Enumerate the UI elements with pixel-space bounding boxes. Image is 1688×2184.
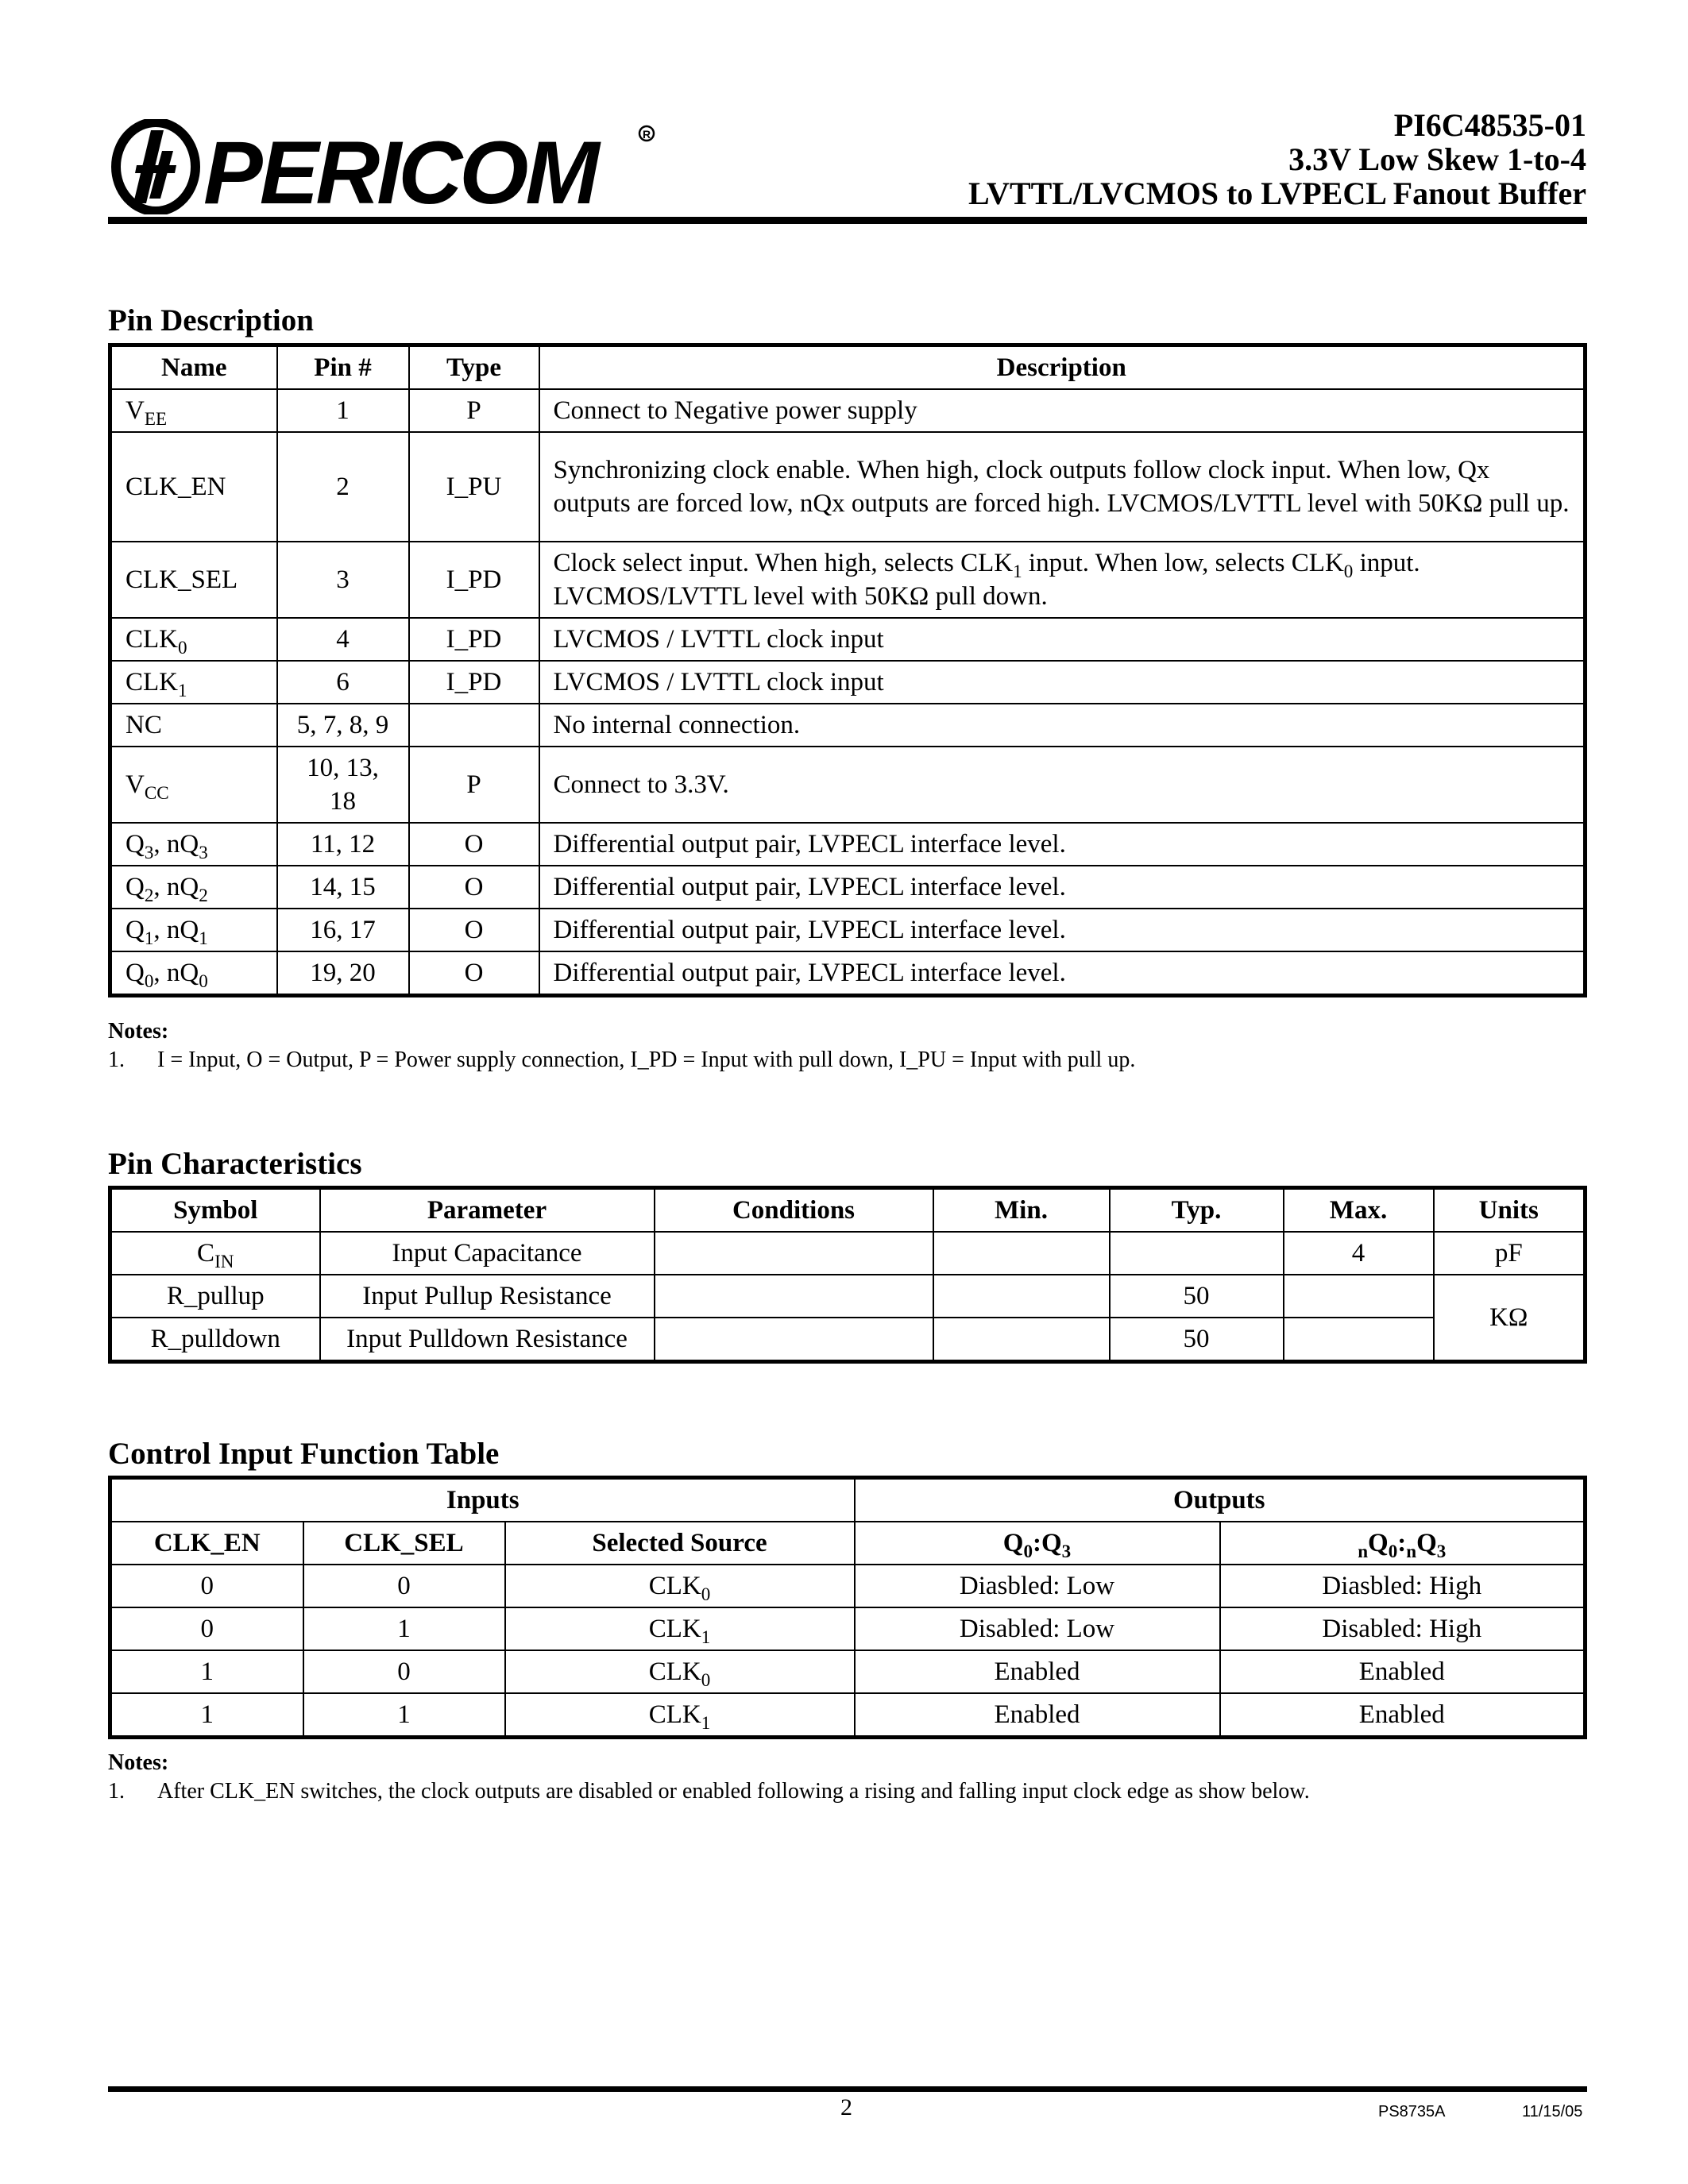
header-rule (108, 217, 1587, 224)
pin-name: $Q_1$, $nQ_1$ (110, 909, 277, 951)
pin-description-notes (108, 1017, 1135, 1075)
header-units: Units (1434, 1188, 1586, 1233)
note-text: After CLK_EN switches, the clock outputs are disabled or enabled following a rising and falling input clock edge as show below. (157, 1779, 1310, 1804)
header-parameter: Parameter (320, 1188, 655, 1233)
header-nq-outputs: $_nQ_0:_nQ_3$ (1220, 1522, 1586, 1565)
pin-number: 5, 7, 8, 9 (277, 704, 409, 747)
table-row (110, 542, 1586, 618)
pericom-logo (110, 119, 658, 214)
min-cell (933, 1318, 1110, 1362)
pin-desc: LVCMOS / LVTTL clock input (539, 618, 1586, 661)
parameter-cell: Input Pullup Resistance (320, 1275, 655, 1318)
pin-desc: Differential output pair, LVPECL interface level. (539, 951, 1586, 996)
nq-output-cell: Diasbled: High (1220, 1565, 1586, 1607)
page-number: 2 (840, 2094, 852, 2120)
note-number: 1. (108, 1048, 125, 1072)
table-row (110, 432, 1586, 542)
pin-type: I_PD (409, 542, 539, 618)
table-row (110, 1693, 1586, 1738)
outputs-group-header: Outputs (855, 1478, 1586, 1522)
q-output-cell: Disabled: Low (855, 1607, 1220, 1650)
note-item (108, 1046, 1135, 1075)
header-clk-en: CLK_EN (110, 1522, 303, 1565)
pin-desc: No internal connection. (539, 704, 1586, 747)
document-title-block (968, 108, 1586, 210)
nq-output-cell: Disabled: High (1220, 1607, 1586, 1650)
header-typ: Typ. (1110, 1188, 1284, 1233)
clk-sel-cell: 1 (303, 1693, 505, 1738)
table-row (110, 661, 1586, 704)
pin-number: 19, 20 (277, 951, 409, 996)
pin-desc: Connect to Negative power supply (539, 389, 1586, 432)
pin-number: 6 (277, 661, 409, 704)
min-cell (933, 1232, 1110, 1275)
symbol-cell: R_pullup (110, 1275, 320, 1318)
notes-label: Notes: (108, 1750, 169, 1775)
clk-sel-cell: 1 (303, 1607, 505, 1650)
pin-type (409, 704, 539, 747)
pin-characteristics-title: Pin Characteristics (108, 1147, 362, 1181)
header-name: Name (110, 345, 277, 390)
pin-number: 1 (277, 389, 409, 432)
part-number: PI6C48535-01 (1393, 107, 1586, 143)
clk-en-cell: 0 (110, 1565, 303, 1607)
pin-name: CLK_SEL (110, 542, 277, 618)
table-row (110, 747, 1586, 823)
q-output-cell: Diasbled: Low (855, 1565, 1220, 1607)
notes-label: Notes: (108, 1019, 169, 1044)
pin-desc: Connect to 3.3V. (539, 747, 1586, 823)
max-cell: 4 (1284, 1232, 1434, 1275)
pin-type: I_PD (409, 618, 539, 661)
header-selected-source: Selected Source (505, 1522, 855, 1565)
pin-name: $CLK_0$ (110, 618, 277, 661)
source-cell: $CLK_0$ (505, 1565, 855, 1607)
pin-number: 4 (277, 618, 409, 661)
units-cell: pF (1434, 1232, 1586, 1275)
table-row (110, 1565, 1586, 1607)
pin-desc: Differential output pair, LVPECL interface level. (539, 823, 1586, 866)
table-row (110, 1650, 1586, 1693)
pin-type: I_PD (409, 661, 539, 704)
pin-number: 2 (277, 432, 409, 542)
table-row (110, 618, 1586, 661)
pin-type: I_PU (409, 432, 539, 542)
pin-name: $Q_3$, $nQ_3$ (110, 823, 277, 866)
max-cell (1284, 1318, 1434, 1362)
clk-en-cell: 1 (110, 1650, 303, 1693)
note-item (108, 1777, 1310, 1806)
pin-name: $CLK_1$ (110, 661, 277, 704)
clk-sel-cell: 0 (303, 1565, 505, 1607)
pin-number: 11, 12 (277, 823, 409, 866)
units-cell: KΩ (1434, 1275, 1586, 1362)
typ-cell: 50 (1110, 1318, 1284, 1362)
header-symbol: Symbol (110, 1188, 320, 1233)
pin-number: 3 (277, 542, 409, 618)
pin-type: O (409, 951, 539, 996)
clk-en-cell: 0 (110, 1607, 303, 1650)
table-row (110, 866, 1586, 909)
pin-desc: Differential output pair, LVPECL interface level. (539, 866, 1586, 909)
pin-desc: Differential output pair, LVPECL interface level. (539, 909, 1586, 951)
group-header-row (110, 1478, 1586, 1522)
table-row (110, 389, 1586, 432)
pin-name: NC (110, 704, 277, 747)
control-table-notes (108, 1749, 1310, 1806)
clk-sel-cell: 0 (303, 1650, 505, 1693)
table-row (110, 1275, 1586, 1318)
subtitle-line-1: 3.3V Low Skew 1-to-4 (1288, 141, 1586, 177)
q-output-cell: Enabled (855, 1693, 1220, 1738)
table-row (110, 951, 1586, 996)
q-output-cell: Enabled (855, 1650, 1220, 1693)
source-cell: $CLK_1$ (505, 1693, 855, 1738)
parameter-cell: Input Pulldown Resistance (320, 1318, 655, 1362)
control-table-title: Control Input Function Table (108, 1437, 500, 1471)
header-max: Max. (1284, 1188, 1434, 1233)
header-description: Description (539, 345, 1586, 390)
note-number: 1. (108, 1779, 125, 1804)
header-conditions: Conditions (655, 1188, 933, 1233)
nq-output-cell: Enabled (1220, 1650, 1586, 1693)
source-cell: $CLK_1$ (505, 1607, 855, 1650)
pin-type: O (409, 909, 539, 951)
header-pin: Pin # (277, 345, 409, 390)
table-row (110, 823, 1586, 866)
document-date: 11/15/05 (1522, 2103, 1583, 2120)
source-cell: $CLK_0$ (505, 1650, 855, 1693)
inputs-group-header: Inputs (110, 1478, 855, 1522)
table-row (110, 909, 1586, 951)
pin-type: P (409, 747, 539, 823)
pin-number: 16, 17 (277, 909, 409, 951)
note-text: I = Input, O = Output, P = Power supply connection, I_PD = Input with pull down, I_PU = Input with pull up. (157, 1048, 1136, 1072)
conditions-cell (655, 1318, 933, 1362)
footer-rule (108, 2086, 1587, 2092)
document-code: PS8735A (1378, 2103, 1446, 2120)
pin-desc: Synchronizing clock enable. When high, clock outputs follow clock input. When low, Qx outputs are forced low, nQx outputs are forced high. LVCMOS/LVTTL level with 50KΩ pull up. (539, 432, 1586, 542)
header-type: Type (409, 345, 539, 390)
table-row (110, 1607, 1586, 1650)
pin-name: $Q_2$, $nQ_2$ (110, 866, 277, 909)
conditions-cell (655, 1275, 933, 1318)
symbol-cell: $C_{IN}$ (110, 1232, 320, 1275)
header-min: Min. (933, 1188, 1110, 1233)
clk-en-cell: 1 (110, 1693, 303, 1738)
pin-type: O (409, 866, 539, 909)
parameter-cell: Input Capacitance (320, 1232, 655, 1275)
pin-number: 10, 13, 18 (277, 747, 409, 823)
table-header-row (110, 1188, 1586, 1233)
pin-name: $Q_0$, $nQ_0$ (110, 951, 277, 996)
table-row (110, 1232, 1586, 1275)
nq-output-cell: Enabled (1220, 1693, 1586, 1738)
pin-type: P (409, 389, 539, 432)
symbol-cell: R_pulldown (110, 1318, 320, 1362)
typ-cell: 50 (1110, 1275, 1284, 1318)
conditions-cell (655, 1232, 933, 1275)
table-header-row (110, 345, 1586, 390)
pin-name: $V_{EE}$ (110, 389, 277, 432)
pin-name: CLK_EN (110, 432, 277, 542)
pin-number: 14, 15 (277, 866, 409, 909)
pin-desc: LVCMOS / LVTTL clock input (539, 661, 1586, 704)
pericom-logo-mark (116, 122, 195, 211)
pin-type: O (409, 823, 539, 866)
pin-description-title: Pin Description (108, 303, 314, 338)
registered-mark-icon (639, 126, 654, 141)
pin-description-table (108, 343, 1587, 997)
svg-text:R: R (643, 128, 651, 141)
subtitle-line-2: LVTTL/LVCMOS to LVPECL Fanout Buffer (968, 176, 1586, 211)
header-clk-sel: CLK_SEL (303, 1522, 505, 1565)
control-function-table (108, 1476, 1587, 1739)
min-cell (933, 1275, 1110, 1318)
pin-desc: Clock select input. When high, selects $CLK_1$ input. When low, selects $CLK_0$ input. LVCMOS/LVTTL level with 50KΩ pull down. (539, 542, 1586, 618)
pin-name: $V_{CC}$ (110, 747, 277, 823)
table-row (110, 704, 1586, 747)
header-q-outputs: $Q_0:Q_3$ (855, 1522, 1220, 1565)
logo-wordmark: PERICOM (203, 123, 597, 214)
typ-cell (1110, 1232, 1284, 1275)
max-cell (1284, 1275, 1434, 1318)
table-header-row (110, 1522, 1586, 1565)
table-row (110, 1318, 1586, 1362)
pin-characteristics-table (108, 1186, 1587, 1364)
